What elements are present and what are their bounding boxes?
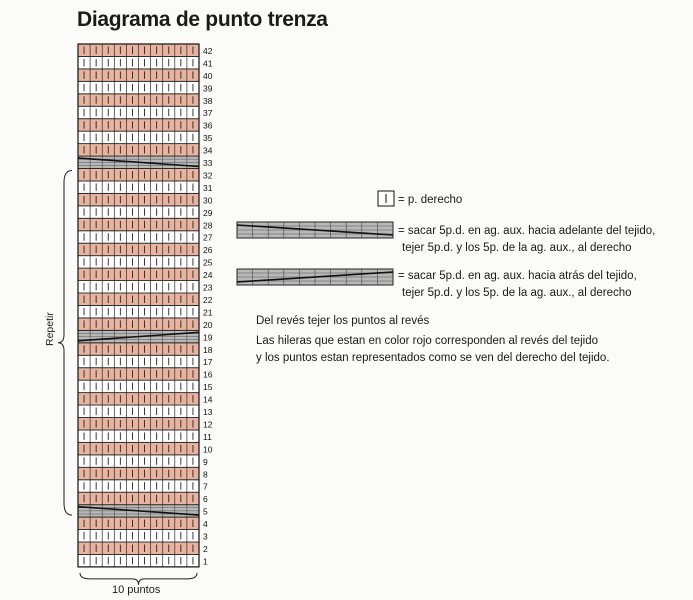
row-number-23: 23 [203, 282, 213, 293]
legend-knit-label: = p. derecho [398, 194, 463, 206]
row-number-11: 11 [203, 431, 212, 442]
row-number-12: 12 [203, 419, 213, 430]
row-number-7: 7 [203, 481, 208, 492]
row-number-3: 3 [203, 531, 208, 542]
row-number-6: 6 [203, 494, 208, 505]
note-rows-line1: Las hileras que estan en color rojo corresponden al revés del tejido [256, 335, 599, 347]
repeat-brace [58, 171, 72, 516]
row-number-16: 16 [203, 369, 213, 380]
row-number-30: 30 [203, 195, 213, 206]
note-purl: Del revés tejer los puntos al revés [256, 315, 430, 327]
row-number-33: 33 [203, 158, 213, 168]
legend-back-cross-line2: tejer 5p.d. y los 5p. de la ag. aux., al derecho [402, 287, 632, 299]
row-number-1: 1 [203, 556, 208, 567]
row-number-31: 31 [203, 182, 213, 193]
legend-front-cross-line2: tejer 5p.d. y los 5p. de la ag. aux., al derecho [402, 242, 632, 254]
row-number-27: 27 [203, 232, 213, 243]
row-number-24: 24 [203, 270, 213, 281]
row-number-35: 35 [203, 133, 213, 144]
row-number-34: 34 [203, 145, 213, 156]
legend-front-cross-line1: = sacar 5p.d. en ag. aux. hacia adelante del tejido, [398, 225, 656, 237]
row-number-13: 13 [203, 407, 213, 417]
note-rows-line2: y los puntos estan representados como se ven del derecho del tejido. [256, 352, 610, 364]
row-number-36: 36 [203, 120, 213, 131]
row-number-22: 22 [203, 294, 213, 305]
row-number-29: 29 [203, 207, 213, 218]
row-number-4: 4 [203, 519, 208, 530]
row-number-5: 5 [203, 506, 208, 517]
row-number-19: 19 [203, 332, 213, 343]
page-title: Diagrama de punto trenza [77, 8, 328, 31]
repeat-label: Repetir [44, 312, 56, 346]
row-number-8: 8 [203, 469, 208, 480]
row-number-39: 39 [203, 83, 213, 94]
row-number-25: 25 [203, 257, 213, 268]
row-number-20: 20 [203, 319, 213, 330]
row-number-21: 21 [203, 307, 213, 318]
width-label: 10 puntos [112, 584, 161, 596]
row-number-9: 9 [203, 456, 208, 467]
row-number-28: 28 [203, 220, 213, 231]
row-number-2: 2 [203, 543, 208, 554]
row-number-15: 15 [203, 382, 213, 393]
row-number-26: 26 [203, 245, 213, 256]
row-number-37: 37 [203, 108, 213, 119]
row-number-17: 17 [203, 357, 213, 368]
row-number-42: 42 [203, 45, 213, 56]
row-number-10: 10 [203, 444, 213, 455]
row-number-38: 38 [203, 95, 213, 106]
row-number-32: 32 [203, 170, 213, 181]
legend-back-cross-line1: = sacar 5p.d. en ag. aux. hacia atrás del tejido, [398, 270, 637, 282]
row-number-14: 14 [203, 394, 213, 405]
row-number-40: 40 [203, 70, 213, 81]
row-number-18: 18 [203, 344, 213, 355]
row-number-41: 41 [203, 58, 213, 69]
